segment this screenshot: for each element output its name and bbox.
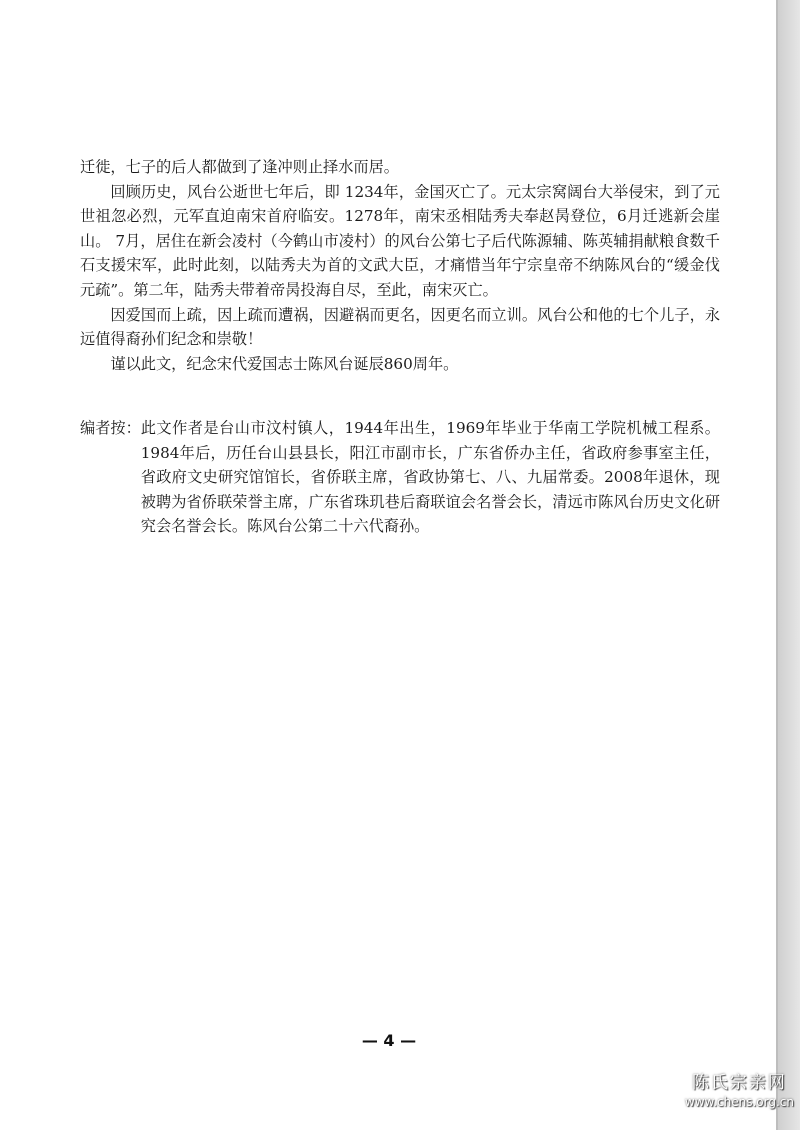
document-body xyxy=(80,155,720,376)
editor-note-label: 编者按： xyxy=(80,419,141,437)
scan-edge xyxy=(778,0,800,1130)
paragraph-2: 回顾历史，风台公逝世七年后，即 1234年，金国灭亡了。元太宗窝阔台大举侵宋，到了元世祖忽必烈，元军直迫南宋首府临安。1278年，南宋丞相陆秀夫奉赵昺登位，6月迁逃新会崖山。 7月，居住在新会凌村（今鹤山市凌村）的风台公第七子后代陈源辅、陈英辅捐献粮食数千石支援宋军，此时此刻，以陆秀夫为首的文武大臣，才痛惜当年宁宗皇帝不纳陈风台的“缓金伐元疏”。第二年，陆秀夫带着帝昺投海自尽，至此，南宋灭亡。 xyxy=(80,182,720,299)
paragraph-1: 迁徙，七子的后人都做到了逢冲则止择水而居。 xyxy=(80,158,399,176)
paragraph-4: 谨以此文，纪念宋代爱国志士陈风台诞辰860周年。 xyxy=(110,354,459,373)
editor-note xyxy=(80,416,720,539)
paragraph-3: 因爱国而上疏，因上疏而遭祸，因避祸而更名，因更名而立训。风台公和他的七个儿子，永远值得裔孙们纪念和崇敬！ xyxy=(80,305,720,349)
watermark-title: 陈氏宗亲网 xyxy=(691,1073,787,1093)
page-number: — 4 — xyxy=(361,1031,417,1050)
watermark-url: www.chens.org.cn xyxy=(684,1095,794,1109)
site-watermark xyxy=(685,1072,794,1110)
editor-note-text: 此文作者是台山市汶村镇人，1944年出生，1969年毕业于华南工学院机械工程系。1984年后，历任台山县县长，阳江市副市长，广东省侨办主任，省政府参事室主任，省政府文史研究馆馆长，省侨联主席，省政协第七、八、九届常委。2008年退休，现被聘为省侨联荣誉主席，广东省珠玑巷后裔联谊会名誉会长，清远市陈风台历史文化研究会名誉会长。陈风台公第二十六代裔孙。 xyxy=(140,419,720,536)
